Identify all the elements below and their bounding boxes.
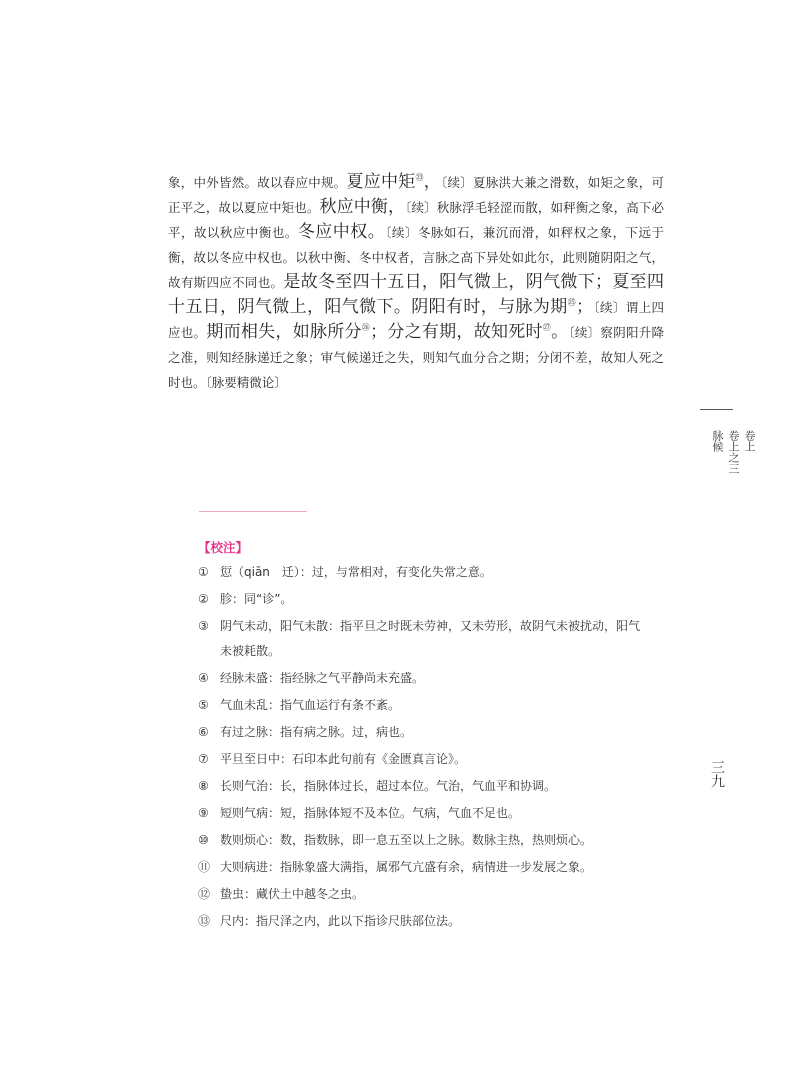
note-number: ⑨	[198, 806, 209, 820]
note-text: 阴气未动，阳气未散：指平旦之时既未劳神，又未劳形，故阴气未被扰动，阳气未被耗散。	[220, 619, 641, 658]
note-number: ⑤	[198, 698, 209, 712]
note-number: ③	[198, 619, 209, 633]
main-text-large: ，	[423, 172, 441, 192]
note-number: ①	[198, 565, 209, 579]
running-header-chapter: 脉候	[711, 430, 724, 452]
footnote-ref: ㉕	[567, 298, 576, 307]
main-text-large: 期而相失，如脉所分	[206, 322, 362, 342]
main-text-commentary: 〔续〕秋脉浮毛轻涩而散，如秤衡之象，高下必平，故以秋应中衡也。	[168, 200, 664, 240]
note-item	[198, 587, 650, 612]
note-number: ④	[198, 671, 209, 685]
note-item	[198, 801, 650, 826]
note-item	[198, 720, 650, 745]
note-item	[198, 693, 650, 718]
note-item	[198, 747, 650, 772]
footnote-ref: ㉗	[542, 323, 552, 332]
note-text: 有过之脉：指有病之脉。过，病也。	[220, 725, 413, 739]
note-item	[198, 882, 650, 907]
note-number: ⑫	[198, 887, 211, 901]
note-item	[198, 828, 650, 853]
note-item	[198, 909, 650, 934]
note-text: 数则烦心：数，指数脉，即一息五至以上之脉。数脉主热，热则烦心。	[220, 833, 593, 847]
note-text: 胗：同“诊”。	[220, 592, 293, 606]
note-item	[198, 855, 650, 880]
main-text-large: 冬应中权。	[297, 222, 386, 242]
main-text-commentary: 〔续〕察阴阳升降之准，则知经脉递迁之象；审气候递迁之失，则知气血分合之期；分闭不差，故知人死之时也。〔脉要精微论〕	[168, 325, 665, 390]
note-number: ⑦	[198, 752, 209, 766]
note-number: ⑪	[198, 860, 211, 874]
margin-divider	[700, 409, 733, 410]
main-text-commentary: 〔续〕冬脉如石，兼沉而滑，如秤权之象，下远于衡，故以冬应中权也。以秋中衡、冬中权者，言脉之高下异处如此尔，此则随阴阳之气，故有斯四应不同也。	[168, 225, 664, 290]
note-item	[198, 774, 650, 799]
note-text: 大则病进：指脉象盛大满指，属邪气亢盛有余，病情进一步发展之象。	[220, 860, 593, 874]
note-item	[198, 560, 650, 585]
note-number: ⑧	[198, 779, 209, 793]
main-text-large: 是故冬至四十五日，阳气微上，阴气微下；夏至四十五日，阴气微上，阳气微下。阴阳有时，与脉为期	[168, 272, 664, 317]
main-text-large: 秋应中衡，	[319, 197, 406, 217]
note-text: 尺内：指尺泽之内，此以下指诊尺肤部位法。	[220, 914, 461, 928]
footnote-ref: ㉖	[361, 323, 371, 332]
note-text: 蛰虫：藏伏土中越冬之虫。	[220, 887, 365, 901]
note-text: 短则气病：短，指脉体短不及本位。气病，气血不足也。	[220, 806, 521, 820]
running-header	[709, 430, 757, 486]
main-text-large: ；分之有期，故知死时	[370, 322, 543, 342]
notes-list	[198, 560, 650, 936]
main-text-commentary: 〔续〕谓上四应也。	[168, 300, 664, 340]
main-text-commentary: 〔续〕夏脉洪大兼之滑数，如矩之象，可正平之，故以夏应中矩也。	[168, 175, 664, 215]
main-text-commentary: 象，中外皆然。故以春应中规。	[168, 175, 347, 190]
note-item	[198, 666, 650, 691]
note-text: 长则气治：长，指脉体过长，超过本位。气治，气血平和协调。	[220, 779, 557, 793]
main-text	[168, 170, 664, 395]
note-text: 经脉未盛：指经脉之气平静尚未充盛。	[220, 671, 425, 685]
note-number: ⑩	[198, 833, 209, 847]
main-text-large: 夏应中矩	[346, 172, 416, 192]
note-item	[198, 614, 650, 664]
main-text-large: ；	[576, 297, 593, 317]
note-text: 愆（qiān 迁）：过，与常相对，有变化失常之意。	[220, 565, 492, 579]
notes-heading: 【校注】	[198, 540, 249, 555]
note-number: ⑬	[198, 914, 211, 928]
page-number: 三九	[709, 760, 725, 788]
notes-divider	[199, 511, 307, 512]
running-header-volume: 卷上	[743, 430, 756, 452]
note-number: ②	[198, 592, 209, 606]
note-text: 气血未乱：指气血运行有条不紊。	[220, 698, 401, 712]
running-header-section: 卷上之三	[727, 430, 740, 474]
note-text: 平旦至日中：石印本此句前有《金匮真言论》。	[220, 752, 467, 766]
note-number: ⑥	[198, 725, 209, 739]
main-text-large: 。	[551, 322, 569, 342]
footnote-ref: ㉓	[415, 173, 424, 182]
